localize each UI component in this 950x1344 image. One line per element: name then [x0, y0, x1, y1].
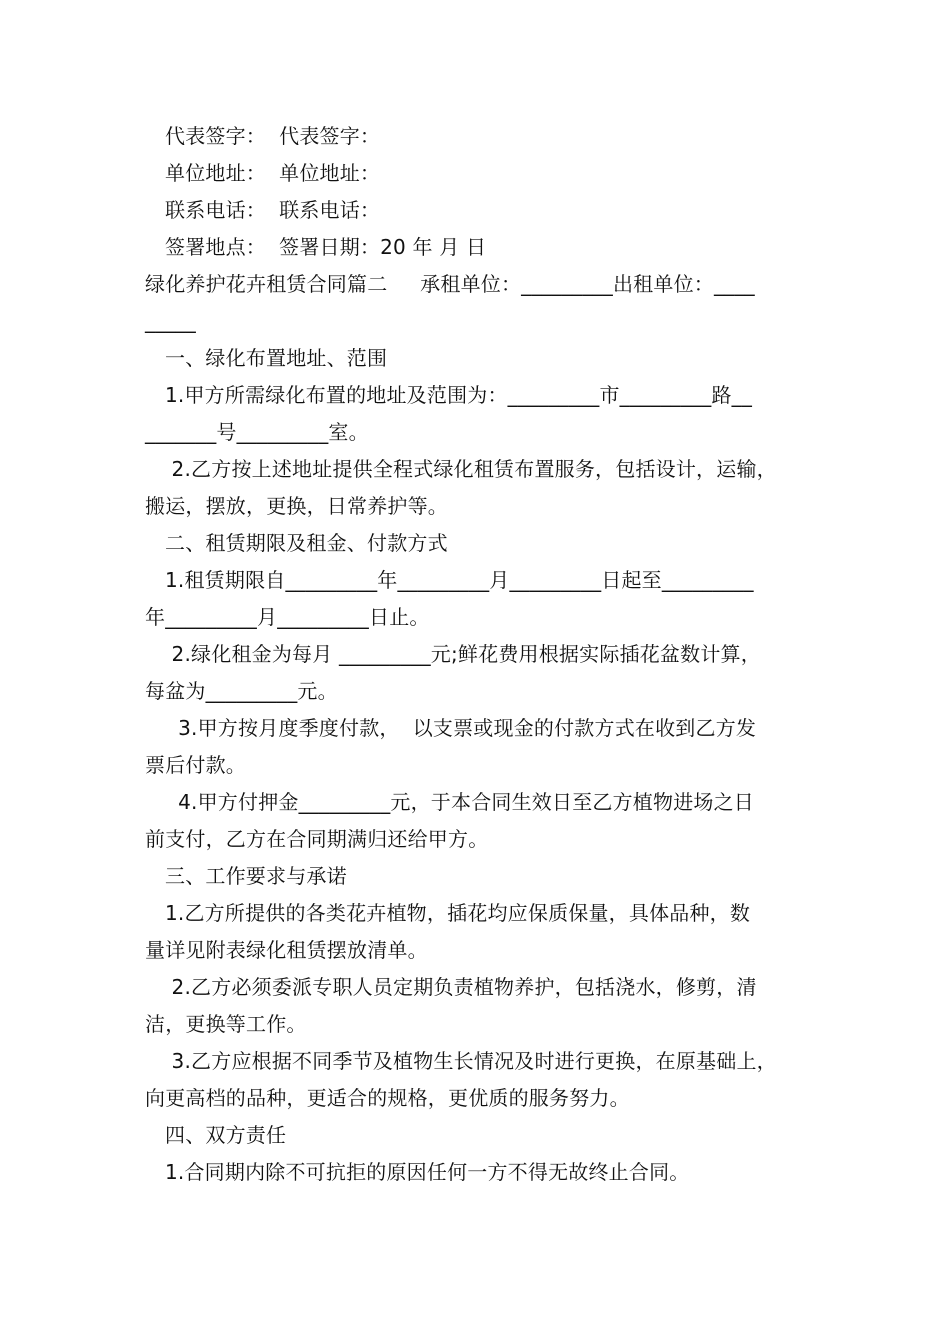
- clause-2-4-line-1: 4.甲方付押金_________元，于本合同生效日至乙方植物进场之日: [165, 790, 754, 814]
- clause-3-1-line-1: 1.乙方所提供的各类花卉植物，插花均应保质保量，具体品种，数: [165, 901, 751, 925]
- phone-line: 联系电话： 联系电话：: [165, 198, 381, 222]
- clause-2-3-line-1: 3.甲方按月度季度付款， 以支票或现金的付款方式在收到乙方发: [165, 716, 757, 740]
- clause-1-1-line-1: 1.甲方所需绿化布置的地址及范围为：_________市_________路__: [165, 383, 753, 407]
- clause-3-2-line-2: 洁，更换等工作。: [145, 1012, 307, 1036]
- signing-place-date-line: 签署地点： 签署日期：20 年 月 日: [165, 235, 487, 259]
- clause-2-1-line-1: 1.租赁期限自_________年_________月_________日起至_________: [165, 568, 754, 592]
- clause-1-2-line-1: 2.乙方按上述地址提供全程式绿化租赁布置服务，包括设计，运输，: [165, 457, 777, 481]
- clause-4-1-line-1: 1.合同期内除不可抗拒的原因任何一方不得无故终止合同。: [165, 1160, 690, 1184]
- section-heading-1: 一、绿化布置地址、范围: [165, 346, 388, 370]
- contract-title-continuation: _____: [145, 309, 196, 333]
- signature-line: 代表签字： 代表签字：: [165, 124, 381, 148]
- section-heading-2: 二、租赁期限及租金、付款方式: [165, 531, 448, 555]
- clause-1-1-line-2: _______号_________室。: [145, 420, 369, 444]
- contract-title-line: 绿化养护花卉租赁合同篇二 承租单位：_________出租单位：____: [145, 272, 755, 296]
- clause-3-1-line-2: 量详见附表绿化租赁摆放清单。: [145, 938, 428, 962]
- clause-2-1-line-2: 年_________月_________日止。: [145, 605, 430, 629]
- clause-2-2-line-1: 2.绿化租金为每月 _________元;鲜花费用根据实际插花盆数计算，: [165, 642, 761, 666]
- clause-3-2-line-1: 2.乙方必须委派专职人员定期负责植物养护，包括浇水，修剪，清: [165, 975, 757, 999]
- clause-3-3-line-1: 3.乙方应根据不同季节及植物生长情况及时进行更换，在原基础上，: [165, 1049, 777, 1073]
- clause-3-3-line-2: 向更高档的品种，更适合的规格，更优质的服务努力。: [145, 1086, 630, 1110]
- clause-2-4-line-2: 前支付，乙方在合同期满归还给甲方。: [145, 827, 489, 851]
- section-heading-3: 三、工作要求与承诺: [165, 864, 347, 888]
- contract-text: [145, 118, 835, 1191]
- clause-1-2-line-2: 搬运，摆放，更换，日常养护等。: [145, 494, 448, 518]
- section-heading-4: 四、双方责任: [165, 1123, 287, 1147]
- clause-2-3-line-2: 票后付款。: [145, 753, 246, 777]
- address-line: 单位地址： 单位地址：: [165, 161, 381, 185]
- clause-2-2-line-2: 每盆为_________元。: [145, 679, 338, 703]
